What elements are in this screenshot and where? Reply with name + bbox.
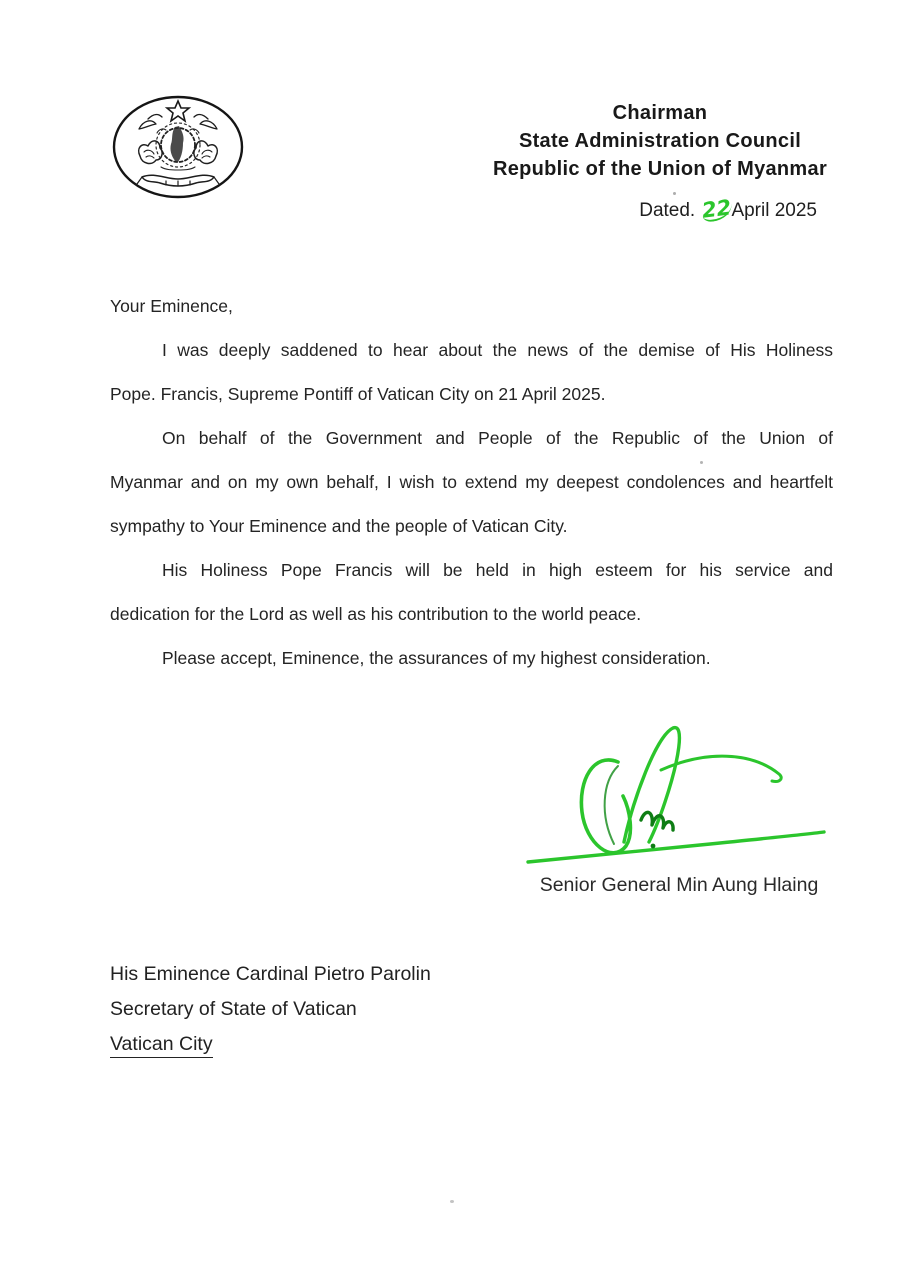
paragraph-line: Myanmar and on my own behalf, I wish to extend my deepest condolences and heartfelt xyxy=(110,472,833,492)
date-suffix: April 2025 xyxy=(731,200,817,221)
paragraph-line: Pope. Francis, Supreme Pontiff of Vatican City on 21 April 2025. xyxy=(110,384,606,404)
letterhead-organization: State Administration Council xyxy=(518,130,802,152)
signature-ink-icon xyxy=(520,722,888,872)
recipient-city: Vatican City xyxy=(110,1032,213,1058)
paragraph-line: His Holiness Pope Francis will be held in high esteem for his service and xyxy=(162,560,833,580)
handwritten-day: 22 xyxy=(700,195,733,223)
paragraph-line: Please accept, Eminence, the assurances of my highest consideration. xyxy=(162,648,711,668)
letterhead-country: Republic of the Union of Myanmar xyxy=(492,158,828,180)
paragraph-line: On behalf of the Government and People of the Republic of the Union of xyxy=(162,428,833,448)
letter-body xyxy=(110,284,833,680)
paragraph-line: sympathy to Your Eminence and the people of Vatican City. xyxy=(110,516,568,536)
scan-speck xyxy=(673,192,676,195)
recipient-block xyxy=(110,957,431,1062)
scan-speck xyxy=(700,461,703,464)
letterhead-title: Chairman xyxy=(612,102,708,124)
greeting: Your Eminence, xyxy=(110,296,233,316)
letterhead xyxy=(450,99,870,183)
date-line xyxy=(639,195,817,223)
paragraph-line: I was deeply saddened to hear about the news of the demise of His Holiness xyxy=(162,340,833,360)
scan-speck xyxy=(450,1200,454,1203)
paragraph-line: dedication for the Lord as well as his contribution to the world peace. xyxy=(110,604,642,624)
myanmar-state-seal-icon xyxy=(111,93,245,201)
signer-name: Senior General Min Aung Hlaing xyxy=(539,874,819,896)
date-prefix: Dated. xyxy=(639,200,696,221)
recipient-name: His Eminence Cardinal Pietro Parolin xyxy=(110,963,431,985)
recipient-title: Secretary of State of Vatican xyxy=(110,998,357,1020)
